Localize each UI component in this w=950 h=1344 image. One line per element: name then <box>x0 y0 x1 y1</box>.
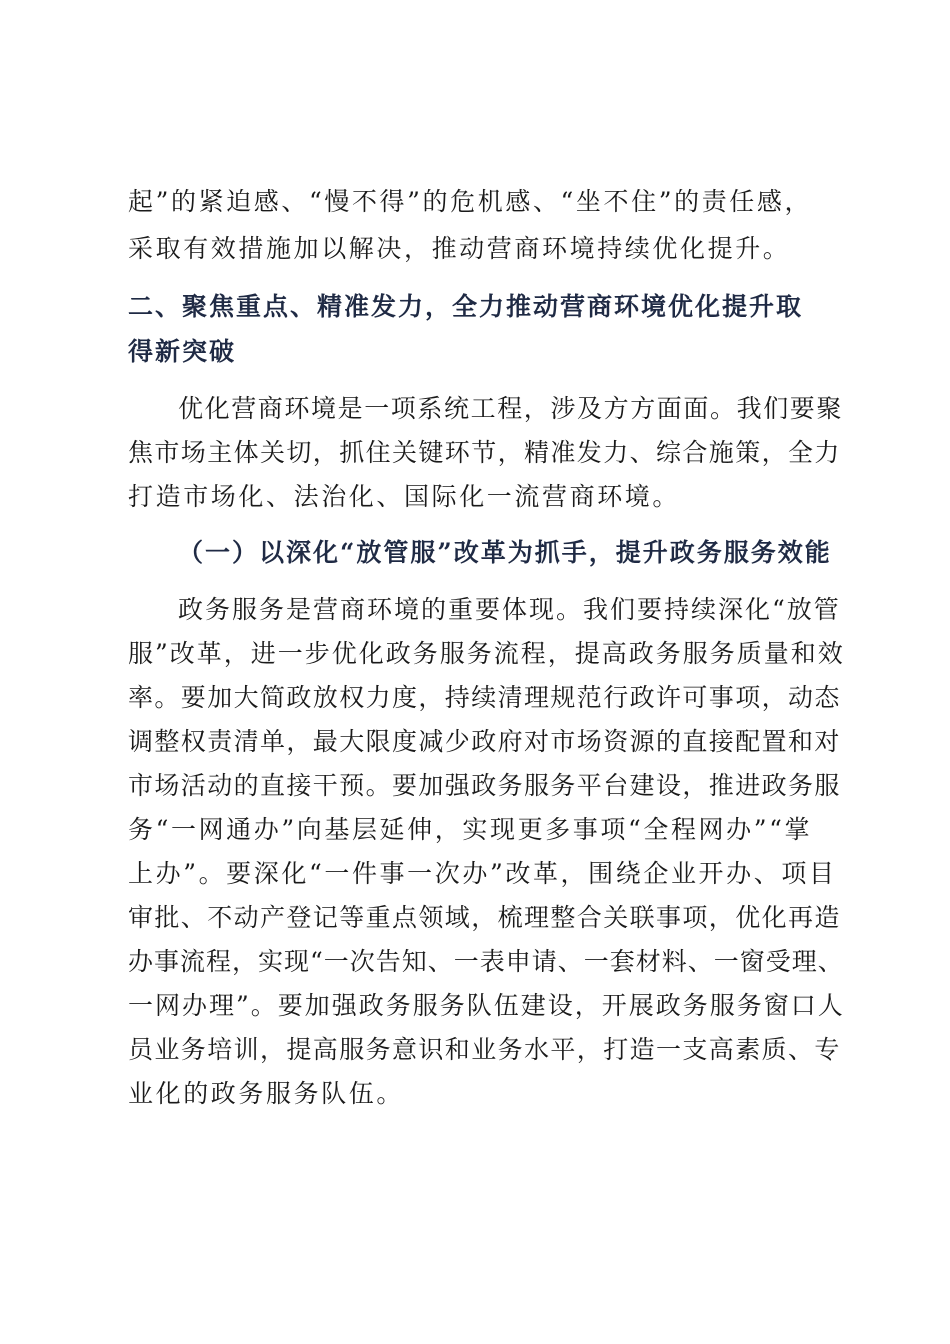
paragraph-first-line: 优化营商环境是一项系统工程，涉及方方面面。我们要聚 <box>178 394 844 423</box>
body-text-line: 服”改革，进一步优化政务服务流程，提高政务服务质量和效 <box>128 639 845 668</box>
body-text-line: 焦市场主体关切，抓住关键环节，精准发力、综合施策，全力 <box>128 438 841 467</box>
body-text-line: 员业务培训，提高服务意识和业务水平，打造一支高素质、专 <box>128 1035 841 1064</box>
body-text-line: 起”的紧迫感、“慢不得”的危机感、“坐不住”的责任感， <box>128 187 813 216</box>
body-text-line: 率。要加大简政放权力度，持续清理规范行政许可事项，动态 <box>128 683 841 712</box>
body-text-line: 一网办理”。要加强政务服务队伍建设，开展政务服务窗口人 <box>128 991 845 1020</box>
section-heading-line: 得新突破 <box>128 337 237 366</box>
section-heading-line: 二、聚焦重点、精准发力，全力推动营商环境优化提升取 <box>128 292 804 321</box>
subsection-heading: （一）以深化“放管服”改革为抓手，提升政务服务效能 <box>178 538 832 567</box>
paragraph-first-line: 政务服务是营商环境的重要体现。我们要持续深化“放管 <box>178 595 841 624</box>
body-text-line: 审批、不动产登记等重点领域，梳理整合关联事项，优化再造 <box>128 903 841 932</box>
body-text-line: 市场活动的直接干预。要加强政务服务平台建设，推进政务服 <box>128 771 841 800</box>
body-text-line: 上办”。要深化“一件事一次办”改革，围绕企业开办、项目 <box>128 859 837 888</box>
body-text-line: 办事流程，实现“一次告知、一表申请、一套材料、一窗受理、 <box>128 947 844 976</box>
body-text-line: 调整权责清单，最大限度减少政府对市场资源的直接配置和对 <box>128 727 841 756</box>
body-text-line: 采取有效措施加以解决，推动营商环境持续优化提升。 <box>128 234 791 263</box>
body-text-line: 打造市场化、法治化、国际化一流营商环境。 <box>128 482 681 511</box>
body-text-line: 业化的政务服务队伍。 <box>128 1079 405 1108</box>
body-text-line: 务“一网通办”向基层延伸，实现更多事项“全程网办”“掌 <box>128 815 813 844</box>
